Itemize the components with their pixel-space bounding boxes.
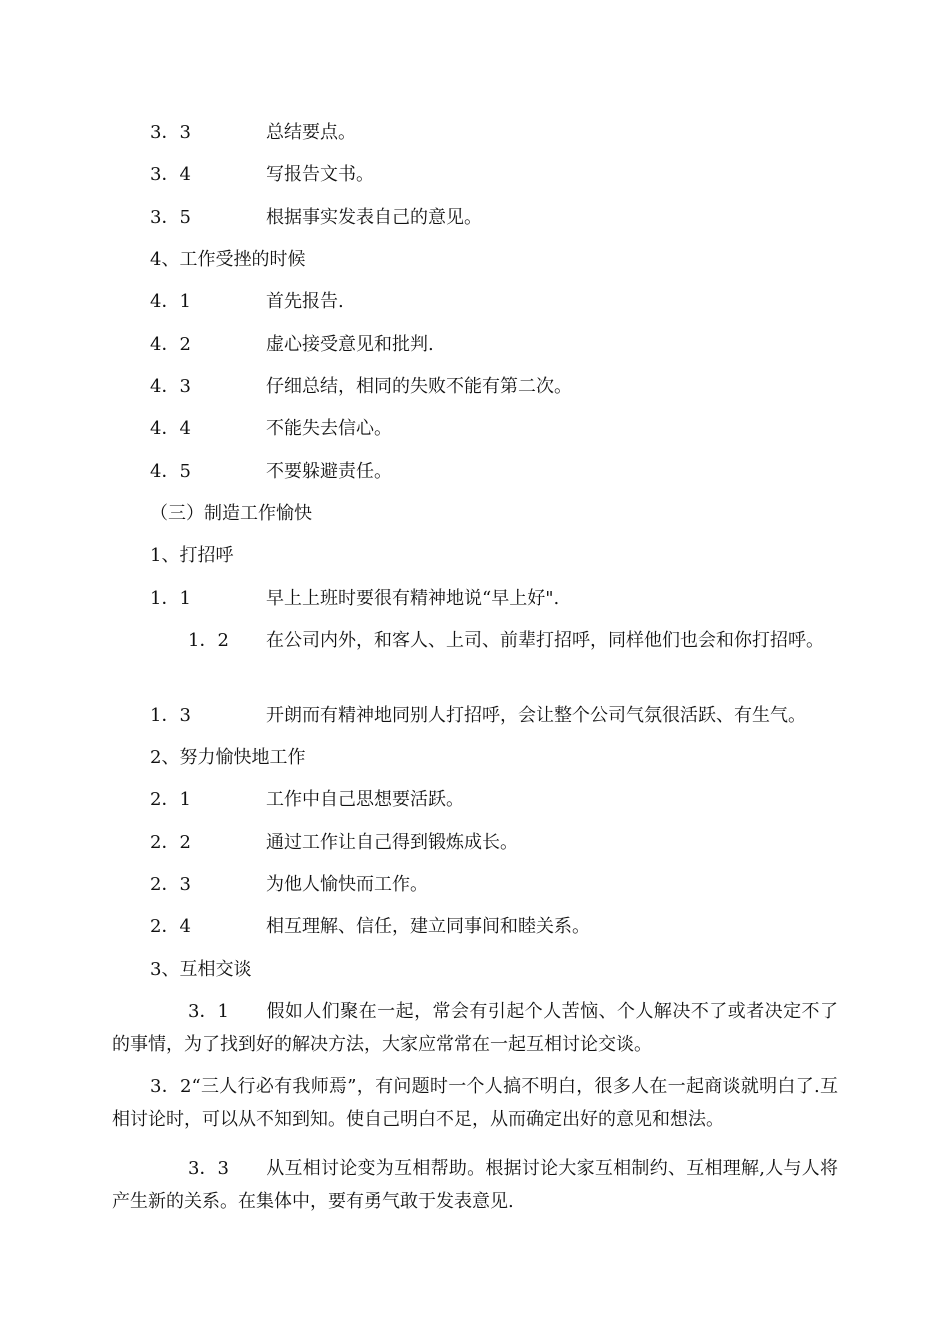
item-text: 从互相讨论变为互相帮助。根据讨论大家互相制约、互相理解,人与人将产生新的关系。在集体中，要有勇气敢于发表意见. — [112, 1158, 838, 1212]
item-text: 仔细总结，相同的失败不能有第二次。 — [266, 376, 572, 397]
item-number: 2．2 — [150, 832, 191, 853]
item-number: 2．3 — [150, 874, 191, 895]
item-number: 3．3 — [188, 1158, 229, 1179]
list-item — [112, 624, 838, 657]
section-heading: （三）制造工作愉快 — [150, 503, 312, 524]
item-text: 早上上班时要很有精神地说“早上好". — [266, 588, 560, 609]
item-text: 在公司内外，和客人、上司、前辈打招呼，同样他们也会和你打招呼。 — [266, 630, 824, 651]
list-item — [112, 370, 876, 403]
item-number: 2．4 — [150, 916, 191, 937]
item-number: 4．1 — [150, 291, 191, 312]
subsection-heading: 2、努力愉快地工作 — [150, 747, 306, 768]
item-text: 为他人愉快而工作。 — [266, 874, 428, 895]
item-number: 3．4 — [150, 164, 191, 185]
item-number: 3．2 — [150, 1076, 192, 1097]
item-number: 1．3 — [150, 705, 191, 726]
item-text: 不要躲避责任。 — [266, 461, 392, 482]
item-number: 4．5 — [150, 461, 191, 482]
list-item — [112, 783, 876, 816]
list-item — [112, 1070, 838, 1136]
list-item — [112, 699, 876, 732]
item-number: 3．1 — [188, 1001, 229, 1022]
list-item — [112, 910, 876, 943]
list-item — [112, 158, 876, 191]
list-item — [112, 455, 876, 488]
list-item — [112, 582, 876, 615]
item-text: 通过工作让自己得到锻炼成长。 — [266, 832, 518, 853]
subsection-heading: 1、打招呼 — [150, 545, 234, 566]
item-text: 开朗而有精神地同别人打招呼，会让整个公司气氛很活跃、有生气。 — [266, 705, 806, 726]
list-item — [112, 412, 876, 445]
list-item — [112, 826, 876, 859]
item-text: 相互理解、信任，建立同事间和睦关系。 — [266, 916, 590, 937]
item-text: 根据事实发表自己的意见。 — [266, 207, 482, 228]
section-heading: 4、工作受挫的时候 — [150, 249, 306, 270]
item-text: 写报告文书。 — [266, 164, 374, 185]
item-number: 3．3 — [150, 122, 191, 143]
item-text: 工作中自己思想要活跃。 — [266, 789, 464, 810]
item-text: 总结要点。 — [266, 122, 356, 143]
list-item — [112, 328, 876, 361]
item-number: 1．1 — [150, 588, 191, 609]
item-text: “三人行必有我师焉”，有问题时一个人搞不明白，很多人在一起商谈就明白了.互相讨论时，可以从不知到知。使自己明白不足，从而确定出好的意见和想法。 — [112, 1076, 838, 1130]
item-number: 1．2 — [188, 630, 229, 651]
list-item — [112, 116, 876, 149]
item-text: 不能失去信心。 — [266, 418, 392, 439]
subsection-heading: 3、互相交谈 — [150, 959, 252, 980]
list-item — [112, 868, 876, 901]
list-item — [112, 285, 876, 318]
list-item — [112, 201, 876, 234]
item-text: 首先报告. — [266, 291, 344, 312]
item-number: 4．4 — [150, 418, 191, 439]
item-number: 4．2 — [150, 334, 191, 355]
list-item — [112, 995, 838, 1061]
item-number: 2．1 — [150, 789, 191, 810]
item-number: 4．3 — [150, 376, 191, 397]
list-item — [112, 1152, 838, 1218]
item-number: 3．5 — [150, 207, 191, 228]
item-text: 假如人们聚在一起，常会有引起个人苦恼、个人解决不了或者决定不了的事情，为了找到好的解决方法，大家应常常在一起互相讨论交谈。 — [112, 1001, 838, 1055]
item-text: 虚心接受意见和批判. — [266, 334, 434, 355]
